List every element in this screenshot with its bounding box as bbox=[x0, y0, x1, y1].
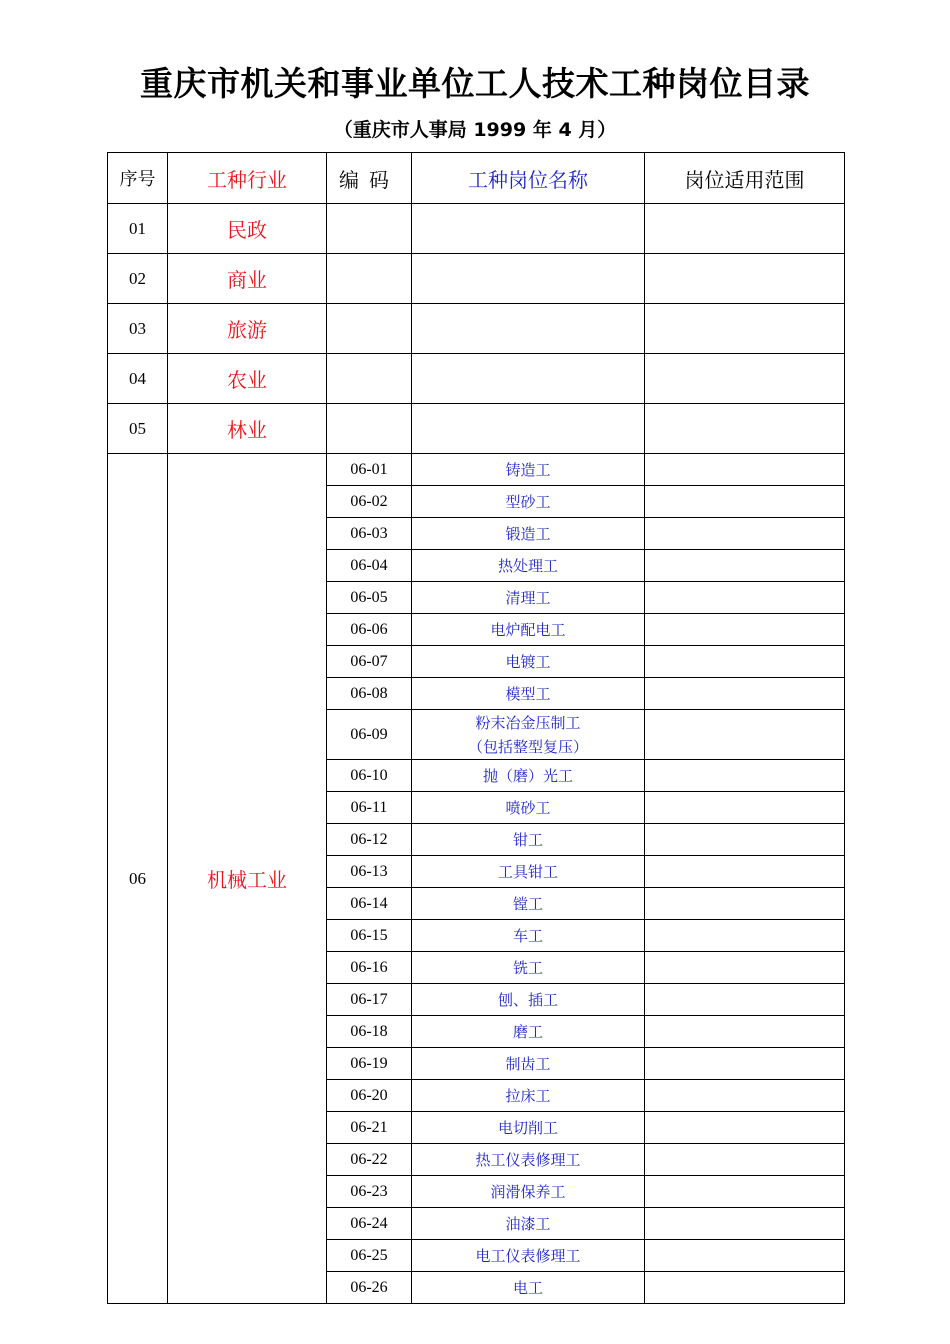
row-code: 06-19 bbox=[327, 1048, 412, 1080]
row-scope bbox=[645, 614, 845, 646]
row-post-name bbox=[412, 952, 645, 984]
row-scope bbox=[645, 678, 845, 710]
row-scope bbox=[645, 1208, 845, 1240]
row-post-name bbox=[412, 1080, 645, 1112]
row-code: 06-26 bbox=[327, 1272, 412, 1304]
row-scope bbox=[645, 856, 845, 888]
row-code: 06-03 bbox=[327, 518, 412, 550]
row-scope bbox=[645, 888, 845, 920]
row-code: 06-22 bbox=[327, 1144, 412, 1176]
document-title: 重庆市机关和事业单位工人技术工种岗位目录 bbox=[140, 64, 810, 103]
row-scope bbox=[645, 204, 845, 254]
row-post-name bbox=[412, 614, 645, 646]
header-post-name: 工种岗位名称 bbox=[412, 153, 645, 204]
row-scope bbox=[645, 710, 845, 760]
row-scope bbox=[645, 254, 845, 304]
row-scope bbox=[645, 760, 845, 792]
row-industry: 林业 bbox=[168, 404, 327, 454]
row-scope bbox=[645, 1048, 845, 1080]
row-scope bbox=[645, 454, 845, 486]
post-name: 锻造工 bbox=[505, 524, 551, 543]
row-post-name bbox=[412, 1272, 645, 1304]
row-post-name bbox=[412, 550, 645, 582]
row-code: 06-04 bbox=[327, 550, 412, 582]
post-name: 润滑保养工 bbox=[490, 1182, 566, 1201]
table-header-row bbox=[108, 153, 845, 204]
post-note: （包括整型复压） bbox=[467, 737, 588, 756]
document-subtitle: （重庆市人事局 1999 年 4 月） bbox=[333, 119, 617, 141]
row-scope bbox=[645, 486, 845, 518]
row-scope bbox=[645, 984, 845, 1016]
row-scope bbox=[645, 1176, 845, 1208]
row-code: 06-17 bbox=[327, 984, 412, 1016]
table-row bbox=[108, 204, 845, 254]
row-industry: 民政 bbox=[168, 204, 327, 254]
row-code: 06-15 bbox=[327, 920, 412, 952]
row-no: 03 bbox=[108, 304, 168, 354]
row-post-name bbox=[412, 1112, 645, 1144]
row-scope bbox=[645, 550, 845, 582]
row-post-name bbox=[412, 304, 645, 354]
row-no: 01 bbox=[108, 204, 168, 254]
row-scope bbox=[645, 1080, 845, 1112]
row-scope bbox=[645, 1240, 845, 1272]
row-no: 02 bbox=[108, 254, 168, 304]
post-name: 磨工 bbox=[512, 1022, 543, 1041]
post-name: 电工仪表修理工 bbox=[475, 1246, 581, 1265]
table-row bbox=[108, 354, 845, 404]
row-post-name bbox=[412, 1240, 645, 1272]
row-no: 05 bbox=[108, 404, 168, 454]
row-code: 06-20 bbox=[327, 1080, 412, 1112]
row-post-name bbox=[412, 1144, 645, 1176]
row-scope bbox=[645, 518, 845, 550]
row-post-name bbox=[412, 888, 645, 920]
row-scope bbox=[645, 582, 845, 614]
row-post-name bbox=[412, 582, 645, 614]
table-row bbox=[108, 304, 845, 354]
post-name: 热工仪表修理工 bbox=[475, 1150, 581, 1169]
row-code bbox=[327, 204, 412, 254]
row-post-name bbox=[412, 856, 645, 888]
row-scope bbox=[645, 824, 845, 856]
post-name: 喷砂工 bbox=[505, 798, 551, 817]
row-post-name bbox=[412, 454, 645, 486]
row-post-name bbox=[412, 678, 645, 710]
row-post-name bbox=[412, 792, 645, 824]
row-code: 06-06 bbox=[327, 614, 412, 646]
row-code bbox=[327, 304, 412, 354]
row-industry: 旅游 bbox=[168, 304, 327, 354]
post-name: 刨、插工 bbox=[497, 990, 558, 1009]
row-code: 06-11 bbox=[327, 792, 412, 824]
post-name: 型砂工 bbox=[505, 492, 551, 511]
row-scope bbox=[645, 1272, 845, 1304]
post-name: 油漆工 bbox=[505, 1214, 551, 1233]
post-name: 车工 bbox=[512, 926, 543, 945]
row-post-name bbox=[412, 710, 645, 760]
row-post-name bbox=[412, 518, 645, 550]
row-code: 06-25 bbox=[327, 1240, 412, 1272]
post-name: 拉床工 bbox=[505, 1086, 551, 1105]
post-name: 工具钳工 bbox=[497, 862, 558, 881]
row-post-name bbox=[412, 1016, 645, 1048]
table-row bbox=[108, 254, 845, 304]
row-scope bbox=[645, 646, 845, 678]
row-code: 06-23 bbox=[327, 1176, 412, 1208]
row-code: 06-13 bbox=[327, 856, 412, 888]
row-code bbox=[327, 354, 412, 404]
row-code: 06-14 bbox=[327, 888, 412, 920]
post-name: 制齿工 bbox=[505, 1054, 551, 1073]
post-name: 抛（磨）光工 bbox=[482, 766, 573, 785]
post-name: 热处理工 bbox=[497, 556, 558, 575]
row-post-name bbox=[412, 1208, 645, 1240]
post-name: 钳工 bbox=[512, 830, 543, 849]
post-name: 电工 bbox=[512, 1278, 543, 1297]
row-scope bbox=[645, 1016, 845, 1048]
post-name: 电镀工 bbox=[505, 652, 551, 671]
row-industry: 机械工业 bbox=[168, 454, 327, 1304]
row-scope bbox=[645, 792, 845, 824]
post-name: 电炉配电工 bbox=[490, 620, 566, 639]
row-code: 06-01 bbox=[327, 454, 412, 486]
row-post-name bbox=[412, 984, 645, 1016]
row-post-name bbox=[412, 354, 645, 404]
post-name: 电切削工 bbox=[497, 1118, 558, 1137]
row-no: 04 bbox=[108, 354, 168, 404]
row-code: 06-21 bbox=[327, 1112, 412, 1144]
row-industry: 农业 bbox=[168, 354, 327, 404]
row-post-name bbox=[412, 486, 645, 518]
table-row bbox=[108, 404, 845, 454]
row-code: 06-16 bbox=[327, 952, 412, 984]
row-no: 06 bbox=[108, 454, 168, 1304]
post-name: 铣工 bbox=[512, 958, 543, 977]
table-row bbox=[108, 454, 845, 486]
row-post-name bbox=[412, 824, 645, 856]
row-industry: 商业 bbox=[168, 254, 327, 304]
row-post-name bbox=[412, 646, 645, 678]
row-code: 06-02 bbox=[327, 486, 412, 518]
post-name: 粉末冶金压制工 bbox=[475, 713, 581, 732]
row-code: 06-09 bbox=[327, 710, 412, 760]
row-scope bbox=[645, 1112, 845, 1144]
row-code: 06-24 bbox=[327, 1208, 412, 1240]
row-scope bbox=[645, 354, 845, 404]
post-name: 清理工 bbox=[505, 588, 551, 607]
row-post-name bbox=[412, 204, 645, 254]
header-industry: 工种行业 bbox=[168, 153, 327, 204]
row-code bbox=[327, 254, 412, 304]
row-post-name bbox=[412, 760, 645, 792]
header-scope: 岗位适用范围 bbox=[645, 153, 845, 204]
row-code: 06-12 bbox=[327, 824, 412, 856]
row-scope bbox=[645, 304, 845, 354]
row-code: 06-18 bbox=[327, 1016, 412, 1048]
header-code: 编码 bbox=[327, 153, 412, 204]
row-post-name bbox=[412, 1176, 645, 1208]
row-code: 06-08 bbox=[327, 678, 412, 710]
row-code: 06-07 bbox=[327, 646, 412, 678]
post-name: 模型工 bbox=[505, 684, 551, 703]
header-no: 序号 bbox=[108, 153, 168, 204]
row-post-name bbox=[412, 1048, 645, 1080]
table-body bbox=[108, 204, 845, 1304]
row-scope bbox=[645, 920, 845, 952]
row-code bbox=[327, 404, 412, 454]
row-post-name bbox=[412, 404, 645, 454]
row-code: 06-10 bbox=[327, 760, 412, 792]
row-post-name bbox=[412, 254, 645, 304]
row-scope bbox=[645, 1144, 845, 1176]
post-name: 铸造工 bbox=[505, 460, 551, 479]
row-scope bbox=[645, 404, 845, 454]
post-name: 镗工 bbox=[512, 894, 543, 913]
row-post-name bbox=[412, 920, 645, 952]
job-catalog-table bbox=[107, 152, 845, 1304]
row-code: 06-05 bbox=[327, 582, 412, 614]
row-scope bbox=[645, 952, 845, 984]
